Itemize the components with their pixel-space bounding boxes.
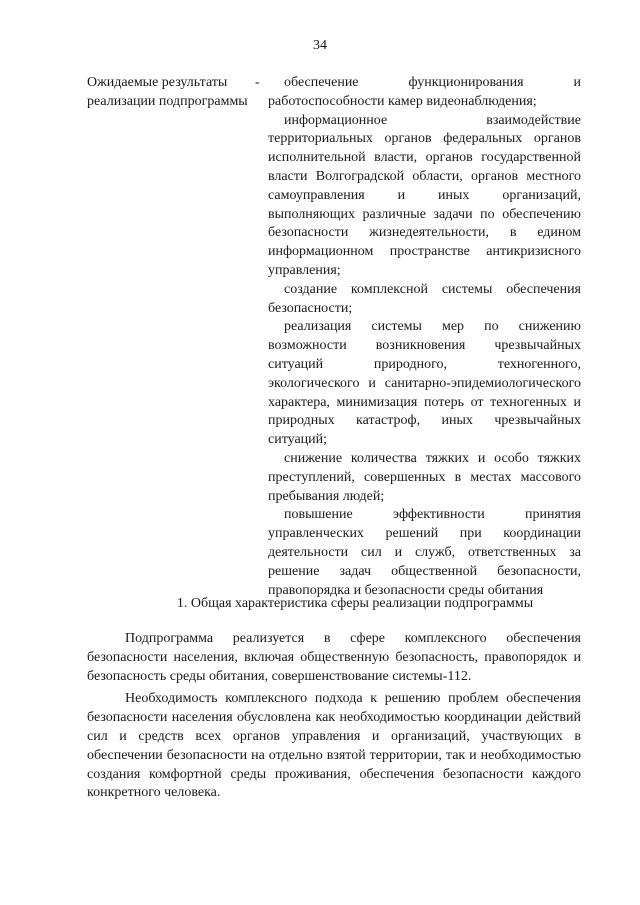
page-number: 34 xyxy=(313,38,327,53)
results-label xyxy=(87,74,267,112)
result-item: снижение количества тяжких и особо тяжких преступлений, совершенных в местах массового пребывания людей; xyxy=(268,450,581,504)
results-list xyxy=(268,74,581,600)
results-label-dash: - xyxy=(255,75,260,90)
results-label-line1: Ожидаемые результаты xyxy=(87,75,228,90)
results-label-line2: реализации подпрограммы xyxy=(87,93,248,109)
result-item: реализация системы мер по снижению возможности возникновения чрезвычайных ситуаций природного, техногенного, экологического и санитарно-эпидемиологического характера, минимизация потерь от техногенных и природных катастроф, иных чрезвычайных ситуаций; xyxy=(268,319,581,448)
result-item: создание комплексной системы обеспечения безопасности; xyxy=(268,281,581,316)
section-heading: 1. Общая характеристика сферы реализации подпрограммы xyxy=(176,596,534,611)
section-body xyxy=(87,630,581,807)
body-paragraph: Необходимость комплексного подхода к решению проблем обеспечения безопасности населения обусловлена как необходимостью координации действий сил и средств всех органов управления и организаций, участвующих в обеспечении безопасности на отдельно взятой территории, так и необходимостью создания комфортной среды проживания, обеспечения безопасности каждого конкретного человека. xyxy=(87,691,581,801)
result-item: информационное взаимодействие территориальных органов федеральных органов исполнительной власти, органов государственной власти Волгоградской области, органов местного самоуправления и иных организаций, выполняющих различные задачи по обеспечению безопасности жизнедеятельности, в едином информационном пространстве антикризисного управления; xyxy=(268,112,581,278)
body-paragraph: Подпрограмма реализуется в сфере комплексного обеспечения безопасности населения, включая общественную безопасность, правопорядок и безопасность среды обитания, совершенствование системы-112. xyxy=(87,631,581,684)
result-item: повышение эффективности принятия управленческих решений при координации деятельности сил и служб, ответственных за решение задач общественной безопасности, правопорядка и безопасности среды обитания xyxy=(268,507,581,598)
result-item: обеспечение функционирования и работоспособности камер видеонаблюдения; xyxy=(268,75,581,109)
